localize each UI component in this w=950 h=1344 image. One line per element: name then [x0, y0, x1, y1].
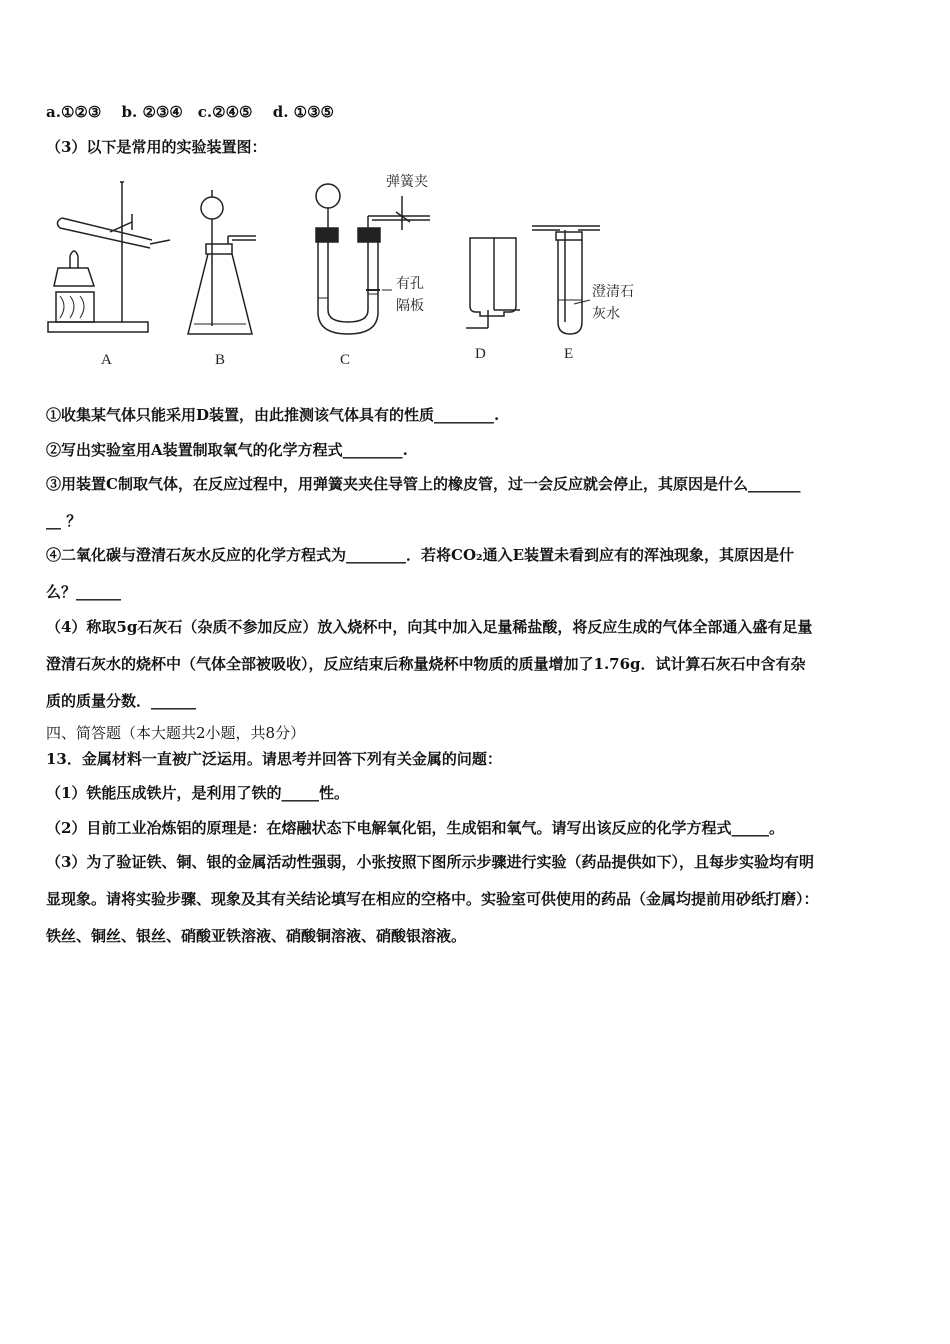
caption-d: D	[475, 346, 486, 362]
caption-e: E	[564, 346, 574, 362]
caption-b: B	[215, 352, 226, 368]
q3-intro: （3）以下是常用的实验装置图：	[46, 138, 267, 156]
q3-part3-line1: ③用装置C制取气体，在反应过程中，用弹簧夹夹住导管上的橡皮管，过一会反应就会停止，其原因是什么_______	[46, 475, 801, 493]
apparatus-e	[532, 226, 600, 334]
apparatus-d	[466, 238, 520, 328]
label-limewater-2: 灰水	[592, 306, 620, 322]
q13-part2: （2）目前工业冶炼铝的原理是：在熔融状态下电解氧化铝，生成铝和氧气。请写出该反应的化学方程式_____。	[46, 819, 784, 837]
q4-line2: 澄清石灰水的烧杯中（气体全部被吸收），反应结束后称量烧杯中物质的质量增加了1.76g．试计算石灰石中含有杂	[46, 655, 806, 673]
q13-part1: （1）铁能压成铁片，是利用了铁的_____性。	[46, 784, 349, 802]
apparatus-drawing	[0, 0, 950, 400]
caption-a: A	[101, 352, 112, 368]
options-line: a.①②③ b. ②③④ c.②④⑤ d. ①③⑤	[46, 103, 334, 121]
q3-part2: ②写出实验室用A装置制取氧气的化学方程式________.	[46, 441, 408, 459]
section4-heading: 四、简答题（本大题共2小题，共8分）	[46, 724, 306, 742]
apparatus-a	[48, 182, 170, 332]
q13-part3-line2: 显现象。请将实验步骤、现象及其有关结论填写在相应的空格中。实验室可供使用的药品（金属均提前用砂纸打磨）：	[46, 890, 819, 908]
label-limewater-1: 澄清石	[592, 284, 634, 300]
label-porous-plate-2: 隔板	[396, 298, 424, 314]
caption-c: C	[340, 352, 351, 368]
q3-part3-line2: __ ？	[46, 512, 82, 530]
apparatus-b	[188, 190, 256, 334]
q13-part3-line3: 铁丝、铜丝、银丝、硝酸亚铁溶液、硝酸铜溶液、硝酸银溶液。	[46, 927, 467, 945]
q4-line1: （4）称取5g石灰石（杂质不参加反应）放入烧杯中，向其中加入足量稀盐酸，将反应生成的气体全部通入盛有足量	[46, 618, 813, 636]
q3-part1: ①收集某气体只能采用D装置，由此推测该气体具有的性质________.	[46, 406, 500, 424]
label-spring-clip: 弹簧夹	[386, 174, 428, 190]
q3-part4-line1: ④二氧化碳与澄清石灰水反应的化学方程式为________．若将CO₂通入E装置未看到应有的浑浊现象，其原因是什	[46, 546, 795, 564]
q13-stem: 13．金属材料一直被广泛运用。请思考并回答下列有关金属的问题：	[46, 750, 502, 768]
q4-line3: 质的质量分数．______	[46, 692, 197, 710]
q3-part4-line2: 么？______	[46, 583, 122, 601]
q13-part3-line1: （3）为了验证铁、铜、银的金属活动性强弱，小张按照下图所示步骤进行实验（药品提供如下），且每步实验均有明	[46, 853, 814, 871]
label-porous-plate-1: 有孔	[396, 276, 424, 292]
